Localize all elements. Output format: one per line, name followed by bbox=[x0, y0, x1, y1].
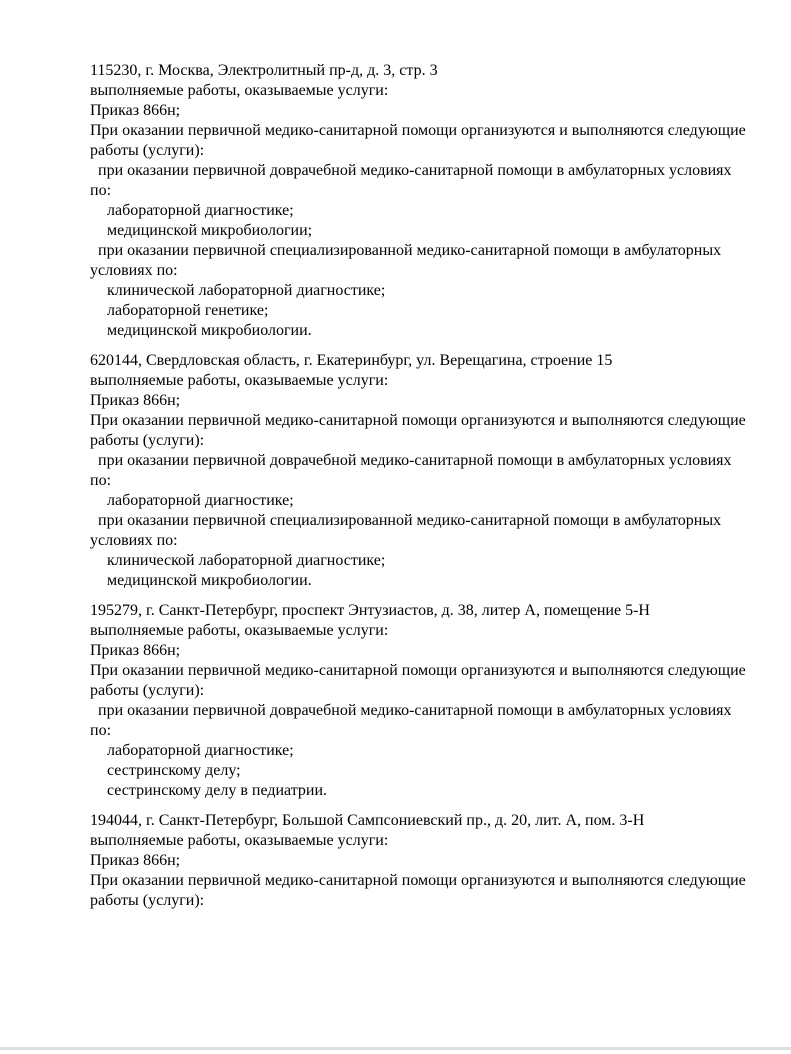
service-item: медицинской микробиологии. bbox=[107, 322, 312, 339]
address-line: 620144, Свердловская область, г. Екатеринбург, ул. Верещагина, строение 15 bbox=[90, 352, 613, 369]
care-type-heading: при оказании первичной специализированной медико-санитарной помощи в амбулаторных условиях по: bbox=[90, 512, 722, 549]
order-line: Приказ 866н; bbox=[90, 852, 181, 869]
care-type-heading: при оказании первичной специализированной медико-санитарной помощи в амбулаторных условиях по: bbox=[90, 242, 722, 279]
service-item: клинической лабораторной диагностике; bbox=[107, 552, 386, 569]
service-item: лабораторной диагностике; bbox=[107, 202, 294, 219]
works-services-label: выполняемые работы, оказываемые услуги: bbox=[90, 82, 389, 99]
license-address-block bbox=[90, 601, 748, 801]
order-line: Приказ 866н; bbox=[90, 102, 181, 119]
license-address-block bbox=[90, 61, 748, 341]
address-line: 194044, г. Санкт-Петербург, Большой Сампсониевский пр., д. 20, лит. А, пом. 3-Н bbox=[90, 812, 645, 829]
service-item: медицинской микробиологии. bbox=[107, 572, 312, 589]
intro-paragraph: При оказании первичной медико-санитарной помощи организуются и выполняются следующие работы (услуги): bbox=[90, 662, 746, 699]
horizontal-scrollbar[interactable] bbox=[0, 1047, 791, 1050]
intro-paragraph: При оказании первичной медико-санитарной помощи организуются и выполняются следующие работы (услуги): bbox=[90, 872, 746, 909]
care-type-heading: при оказании первичной доврачебной медико-санитарной помощи в амбулаторных условиях по: bbox=[90, 702, 732, 739]
address-line: 195279, г. Санкт-Петербург, проспект Энтузиастов, д. 38, литер А, помещение 5-Н bbox=[90, 602, 650, 619]
address-line: 115230, г. Москва, Электролитный пр-д, д. 3, стр. 3 bbox=[90, 62, 438, 79]
care-type-heading: при оказании первичной доврачебной медико-санитарной помощи в амбулаторных условиях по: bbox=[90, 452, 732, 489]
service-item: лабораторной диагностике; bbox=[107, 742, 294, 759]
service-item: лабораторной диагностике; bbox=[107, 492, 294, 509]
care-type-heading: при оказании первичной доврачебной медико-санитарной помощи в амбулаторных условиях по: bbox=[90, 162, 732, 199]
works-services-label: выполняемые работы, оказываемые услуги: bbox=[90, 622, 389, 639]
works-services-label: выполняемые работы, оказываемые услуги: bbox=[90, 372, 389, 389]
order-line: Приказ 866н; bbox=[90, 642, 181, 659]
service-item: медицинской микробиологии; bbox=[107, 222, 313, 239]
service-item: клинической лабораторной диагностике; bbox=[107, 282, 386, 299]
intro-paragraph: При оказании первичной медико-санитарной помощи организуются и выполняются следующие работы (услуги): bbox=[90, 122, 746, 159]
order-line: Приказ 866н; bbox=[90, 392, 181, 409]
service-item: сестринскому делу в педиатрии. bbox=[107, 782, 328, 799]
license-address-block bbox=[90, 351, 748, 591]
works-services-label: выполняемые работы, оказываемые услуги: bbox=[90, 832, 389, 849]
service-item: сестринскому делу; bbox=[107, 762, 241, 779]
service-item: лабораторной генетике; bbox=[107, 302, 269, 319]
license-address-block bbox=[90, 811, 748, 911]
intro-paragraph: При оказании первичной медико-санитарной помощи организуются и выполняются следующие работы (услуги): bbox=[90, 412, 746, 449]
document-body bbox=[90, 61, 748, 921]
